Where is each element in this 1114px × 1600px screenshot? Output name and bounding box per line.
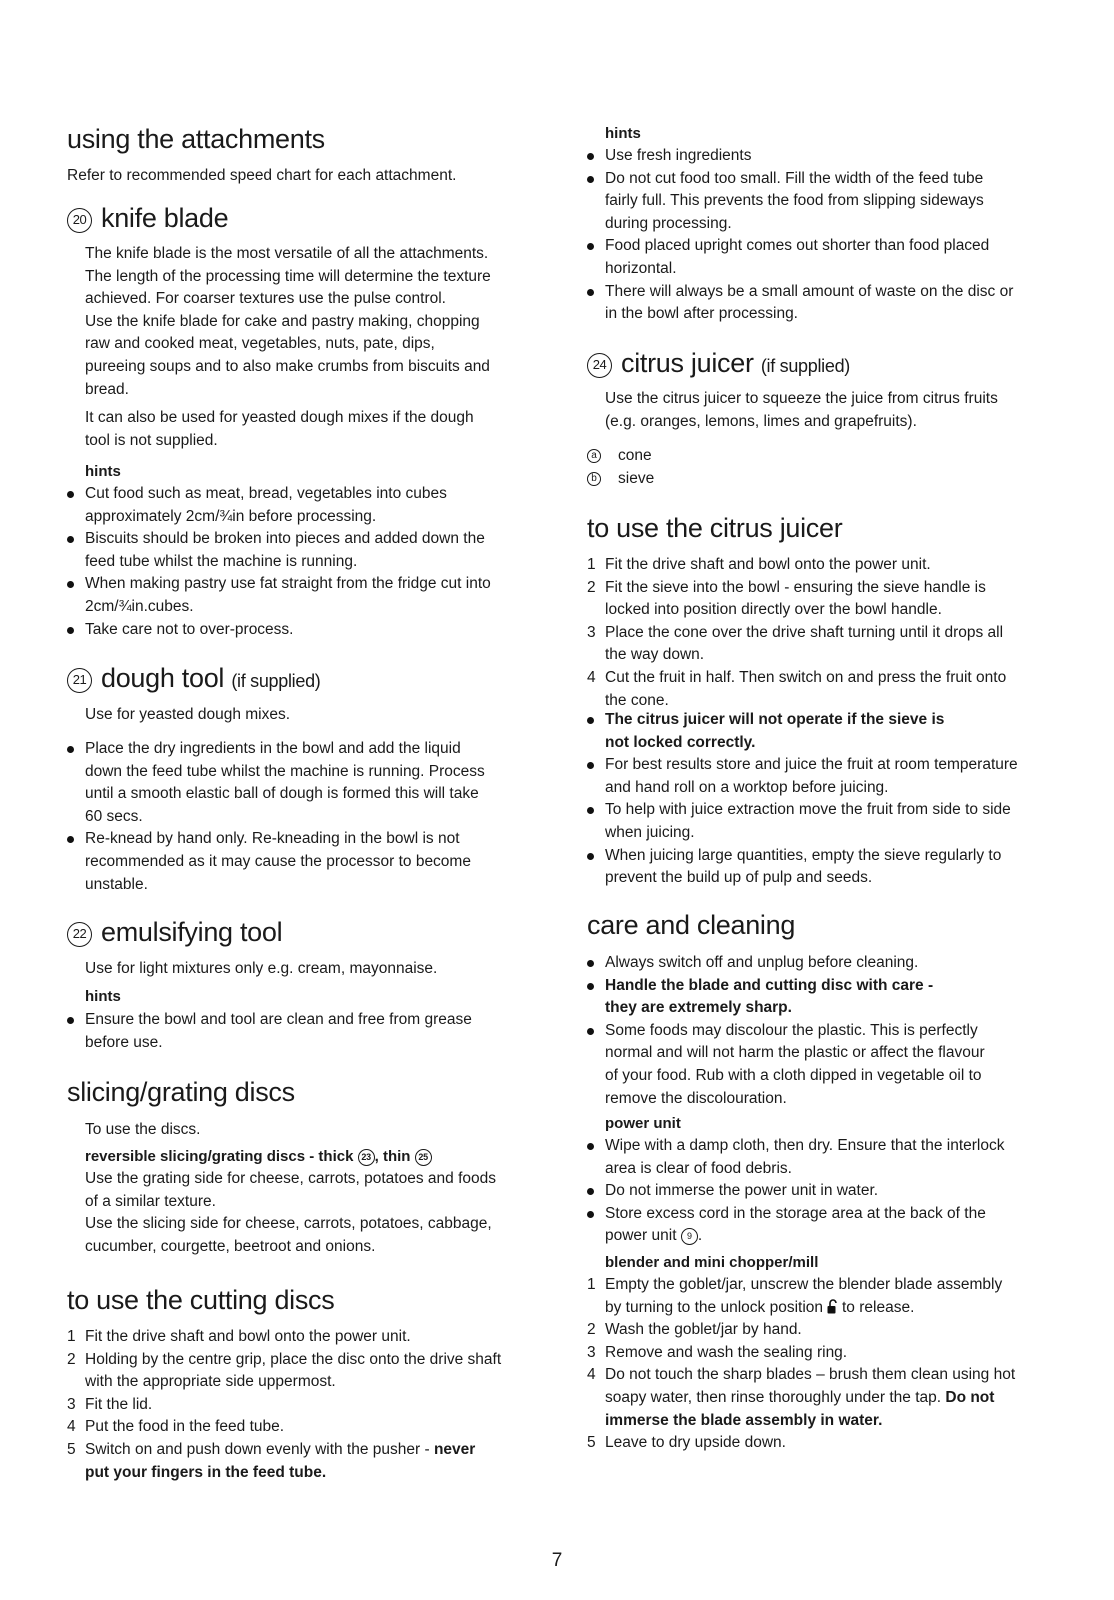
subheading-text: , thin xyxy=(374,1148,411,1165)
page-number: 7 xyxy=(551,1550,563,1571)
text-line: Use the citrus juicer to squeeze the juice from citrus fruits xyxy=(605,390,998,407)
text-line: raw and cooked meat, vegetables, nuts, pate, dips, xyxy=(85,335,435,353)
dough-tool-list xyxy=(67,738,537,896)
knife-hints-label: hints xyxy=(85,463,121,480)
part-label: cone xyxy=(618,447,652,464)
list-item: Some foods may discolour the plastic. This is perfectly normal and will not harm the plastic or affect the flavour of your food. Rub with a cloth dipped in vegetable oil to remove the discolouration. xyxy=(587,1020,1057,1110)
text-line: bread. xyxy=(85,380,129,398)
emulsifying-hints-list xyxy=(67,1009,537,1054)
text-line: It can also be used for yeasted dough mixes if the dough xyxy=(85,409,474,427)
cutting-discs-heading: to use the cutting discs xyxy=(67,1285,335,1315)
list-item: 3 Fit the lid. xyxy=(67,1395,153,1413)
list-item: 4 Put the food in the feed tube. xyxy=(67,1418,285,1436)
text-line: Use the grating side for cheese, carrots, potatoes and foods xyxy=(85,1170,496,1187)
list-item: 3 Place the cone over the drive shaft turning until it drops all the way down. xyxy=(587,623,1004,664)
citrus-juicer-intro xyxy=(587,388,1057,433)
slicing-grating-heading: slicing/grating discs xyxy=(67,1077,295,1107)
dough-tool-title: dough tool xyxy=(101,663,225,693)
reversible-discs-subheading xyxy=(67,1146,432,1168)
text-line: tool is not supplied. xyxy=(85,431,218,449)
list-item: Store excess cord in the storage area at the back of the power unit 9 . xyxy=(587,1203,1057,1248)
using-attachments-intro: Refer to recommended speed chart for each attachment. xyxy=(67,167,457,184)
list-item: Ensure the bowl and tool are clean and free from grease before use. xyxy=(67,1009,537,1054)
list-item: Place the dry ingredients in the bowl and add the liquid down the feed tube whilst the machine is running. Process until a smooth elastic ball of dough is formed this will take 60 secs. xyxy=(67,738,537,828)
letter-a-icon: a xyxy=(587,449,601,463)
list-item: 2 Wash the goblet/jar by hand. xyxy=(587,1321,802,1339)
item-number-21-icon: 21 xyxy=(67,668,92,693)
unlock-icon xyxy=(827,1299,838,1314)
slicing-description xyxy=(67,1168,537,1258)
list-item: When making pastry use fat straight from the fridge cut into 2cm/¾in.cubes. xyxy=(67,573,537,618)
dough-tool-intro: Use for yeasted dough mixes. xyxy=(85,706,291,723)
list-item: To help with juice extraction move the fruit from side to side when juicing. xyxy=(587,799,1057,844)
power-unit-label: power unit xyxy=(605,1115,681,1132)
using-attachments-heading: using the attachments xyxy=(67,124,325,154)
emulsifying-tool-intro: Use for light mixtures only e.g. cream, mayonnaise. xyxy=(85,960,438,977)
text-line: (e.g. oranges, lemons, limes and grapefruits). xyxy=(605,412,917,430)
slicing-intro: To use the discs. xyxy=(85,1121,201,1138)
citrus-juicer-subtitle: (if supplied) xyxy=(760,356,850,376)
power-unit-list xyxy=(587,1135,1057,1248)
list-item: 4 Cut the fruit in half. Then switch on and press the fruit onto the cone. xyxy=(587,668,1007,709)
item-number-24-icon: 24 xyxy=(587,353,612,378)
dough-tool-heading xyxy=(67,662,320,697)
list-item: For best results store and juice the fruit at room temperature and hand roll on a worktop before juicing. xyxy=(587,754,1057,799)
list-item: Do not immerse the power unit in water. xyxy=(587,1180,1057,1203)
letter-b-icon: b xyxy=(587,472,601,486)
list-item: 1 Fit the drive shaft and bowl onto the power unit. xyxy=(67,1328,411,1345)
emulsifying-hints-label: hints xyxy=(85,988,121,1005)
list-item: 1 Empty the goblet/jar, unscrew the blender blade assembly by turning to the unlock position to release. xyxy=(587,1276,1003,1316)
text-line: achieved. For coarser textures use the pulse control. xyxy=(85,290,446,308)
item-number-25-icon: 25 xyxy=(415,1149,432,1166)
warning-item: Handle the blade and cutting disc with care - they are extremely sharp. xyxy=(587,975,1057,1020)
list-item: 4 Do not touch the sharp blades – brush them clean using hot soapy water, then rinse thoroughly under the tap. Do not immerse the blade assembly in water. xyxy=(587,1366,1016,1429)
text-line: Use the slicing side for cheese, carrots, potatoes, cabbage, xyxy=(85,1215,492,1233)
part-label: sieve xyxy=(618,470,655,487)
blender-steps xyxy=(587,1274,1057,1455)
list-item: 5 Leave to dry upside down. xyxy=(587,1434,786,1452)
knife-blade-heading xyxy=(67,202,228,234)
list-item: Use fresh ingredients xyxy=(587,145,1057,168)
cutting-hints-label: hints xyxy=(605,125,641,142)
knife-blade-description xyxy=(67,243,537,452)
emulsifying-tool-title: emulsifying tool xyxy=(101,917,283,947)
item-number-23-icon: 23 xyxy=(358,1149,375,1166)
citrus-juicer-title: citrus juicer xyxy=(621,348,754,378)
warning-item: The citrus juicer will not operate if the sieve is not locked correctly. xyxy=(587,709,1057,754)
list-item: 3 Remove and wash the sealing ring. xyxy=(587,1343,848,1361)
text-line: of a similar texture. xyxy=(85,1192,216,1210)
list-item: Always switch off and unplug before cleaning. xyxy=(587,952,1057,975)
cutting-discs-steps xyxy=(67,1326,537,1484)
item-number-22-icon: 22 xyxy=(67,922,92,947)
knife-blade-title: knife blade xyxy=(101,203,229,233)
list-item: Food placed upright comes out shorter than food placed horizontal. xyxy=(587,235,1057,280)
list-item: Re-knead by hand only. Re-kneading in the bowl is not recommended as it may cause the processor to become unstable. xyxy=(67,828,537,896)
text-line: The knife blade is the most versatile of all the attachments. xyxy=(85,245,489,262)
list-item: Take care not to over-process. xyxy=(67,619,537,642)
part-sieve xyxy=(587,467,654,490)
list-item: 2 Holding by the centre grip, place the disc onto the drive shaft with the appropriate side uppermost. xyxy=(67,1350,502,1391)
cutting-hints-list xyxy=(587,145,1057,326)
citrus-juicer-heading xyxy=(587,347,850,382)
list-item: Biscuits should be broken into pieces and added down the feed tube whilst the machine is running. xyxy=(67,528,537,573)
item-number-20-icon: 20 xyxy=(67,208,92,233)
list-item: 5 Switch on and push down evenly with the pusher - never put your fingers in the feed tube. xyxy=(67,1440,476,1481)
text-line: cucumber, courgette, beetroot and onions. xyxy=(85,1237,376,1255)
use-citrus-bullets xyxy=(587,709,1057,890)
text-line: pureeing soups and to also make crumbs from biscuits and xyxy=(85,357,490,375)
list-item: Wipe with a damp cloth, then dry. Ensure that the interlock area is clear of food debris. xyxy=(587,1135,1057,1180)
citrus-parts-list xyxy=(587,444,654,490)
item-number-9-icon: 9 xyxy=(681,1228,698,1245)
subheading-text: reversible slicing/grating discs - thick xyxy=(85,1148,354,1165)
blender-label: blender and mini chopper/mill xyxy=(605,1254,819,1271)
emulsifying-tool-heading xyxy=(67,916,282,948)
list-item: When juicing large quantities, empty the sieve regularly to prevent the build up of pulp and seeds. xyxy=(587,845,1057,890)
list-item: There will always be a small amount of waste on the disc or in the bowl after processing. xyxy=(587,281,1057,326)
part-cone xyxy=(587,444,654,467)
list-item: Do not cut food too small. Fill the width of the feed tube fairly full. This prevents the food from slipping sideways during processing. xyxy=(587,168,1057,236)
list-item: Cut food such as meat, bread, vegetables into cubes approximately 2cm/¾in before processing. xyxy=(67,483,537,528)
text-line: Use the knife blade for cake and pastry making, chopping xyxy=(85,312,480,330)
text-line: The length of the processing time will determine the texture xyxy=(85,267,491,285)
care-cleaning-heading: care and cleaning xyxy=(587,910,796,940)
dough-tool-subtitle: (if supplied) xyxy=(231,671,321,691)
list-item: 2 Fit the sieve into the bowl - ensuring the sieve handle is locked into position directly over the bowl handle. xyxy=(587,578,986,619)
knife-hints-list xyxy=(67,483,537,641)
list-item: 1 Fit the drive shaft and bowl onto the power unit. xyxy=(587,556,931,573)
use-citrus-steps xyxy=(587,554,1057,712)
use-citrus-heading: to use the citrus juicer xyxy=(587,513,843,543)
care-cleaning-list xyxy=(587,952,1057,1110)
